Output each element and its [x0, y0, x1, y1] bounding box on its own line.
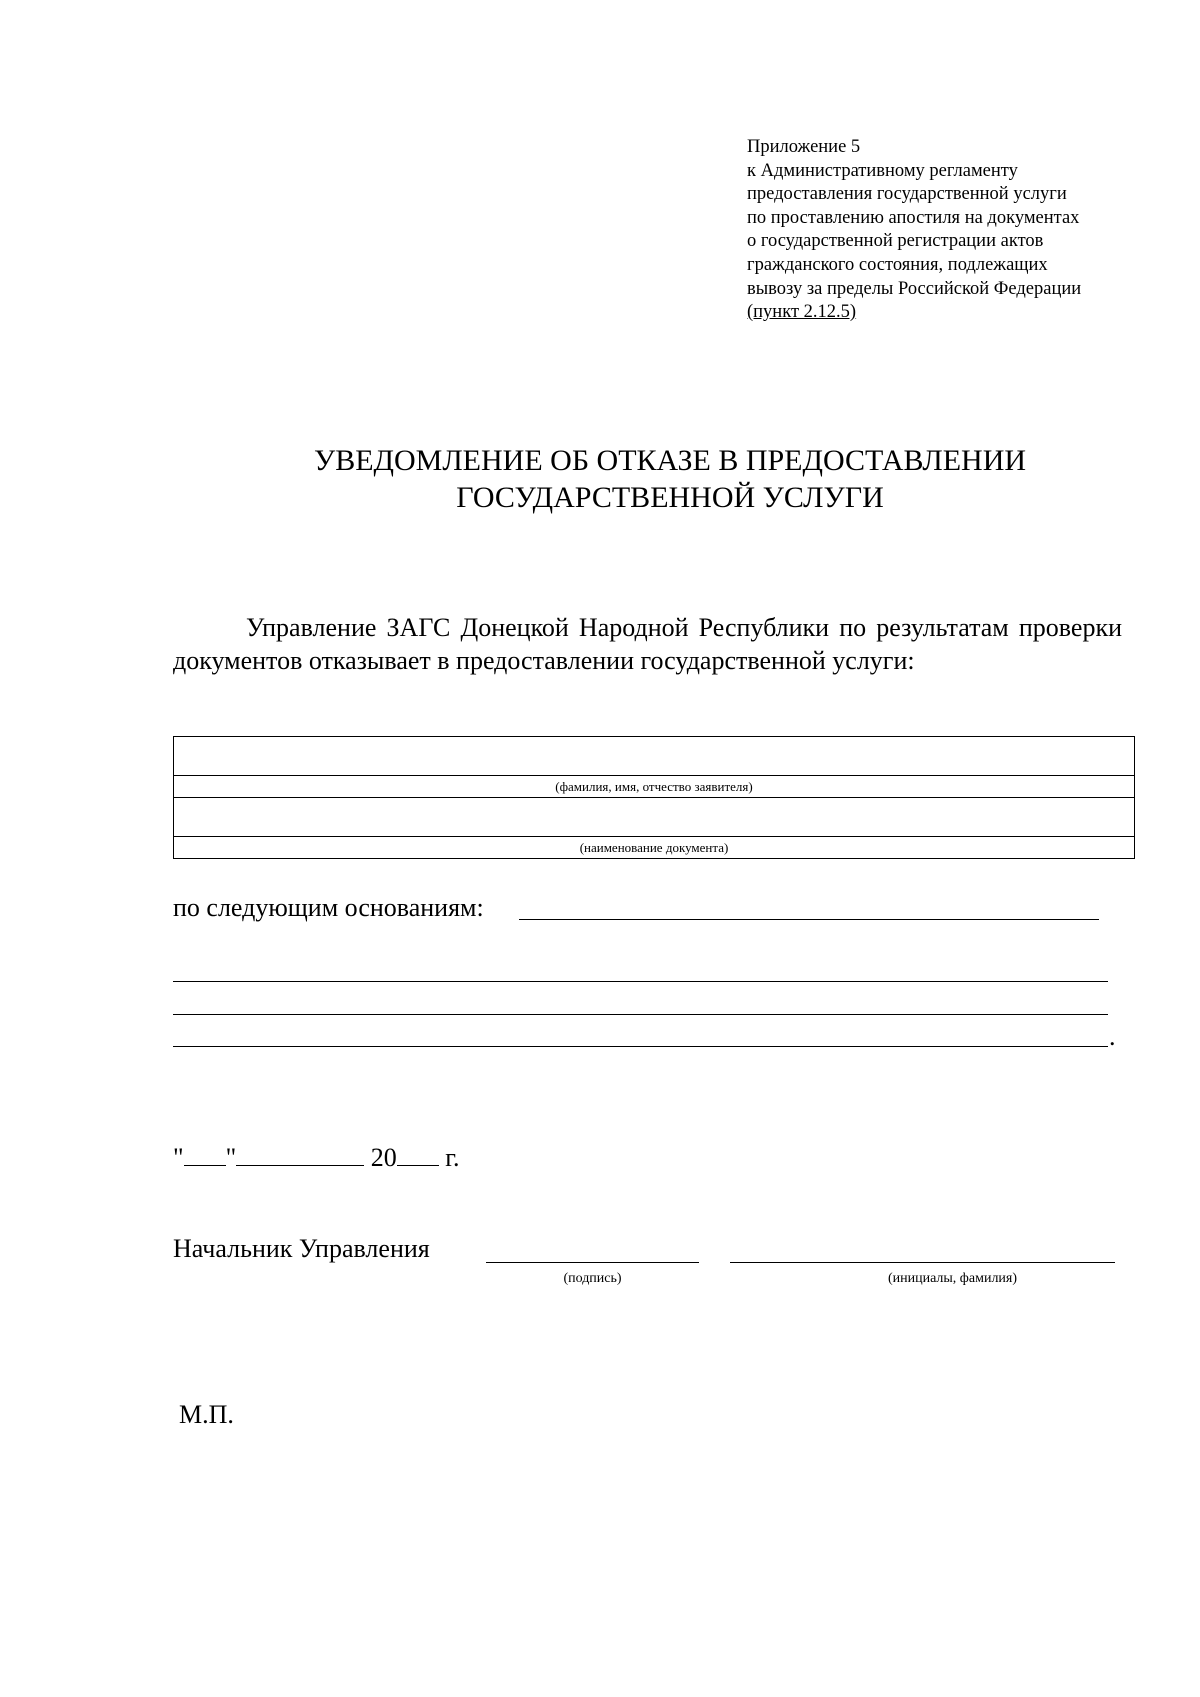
- grounds-line-1[interactable]: [519, 919, 1099, 920]
- year-prefix: 20: [370, 1143, 397, 1172]
- appendix-line: предоставления государственной услуги: [747, 184, 1067, 205]
- year-field[interactable]: [397, 1141, 439, 1166]
- name-caption: (инициалы, фамилия): [887, 1271, 1018, 1286]
- grounds-line-4[interactable]: [173, 1046, 1108, 1047]
- intro-paragraph: Управление ЗАГС Донецкой Народной Республики по результатам проверки документов отказывает в предоставлении государственной услуги:: [173, 613, 1122, 675]
- grounds-label: по следующим основаниям:: [173, 893, 484, 922]
- name-line[interactable]: [730, 1262, 1115, 1263]
- appendix-line: к Административному регламенту: [747, 160, 1018, 181]
- appendix-header: [747, 136, 1167, 325]
- appendix-line: вывозу за пределы Российской Федерации: [747, 278, 1082, 299]
- applicant-document-table: [173, 736, 1135, 859]
- year-suffix: г.: [445, 1143, 460, 1172]
- date-close-quote: ": [225, 1143, 237, 1172]
- appendix-reference-link[interactable]: (пункт 2.12.5): [747, 302, 857, 323]
- document-title: [170, 442, 1170, 516]
- signature-caption: (подпись): [563, 1271, 622, 1286]
- title-line-2: ГОСУДАРСТВЕННОЙ УСЛУГИ: [456, 481, 884, 514]
- date-open-quote: ": [173, 1143, 184, 1172]
- appendix-line: о государственной регистрации актов: [747, 231, 1044, 252]
- day-field[interactable]: [184, 1141, 226, 1166]
- applicant-name-caption: (фамилия, имя, отчество заявителя): [174, 776, 1134, 798]
- title-line-1: УВЕДОМЛЕНИЕ ОБ ОТКАЗЕ В ПРЕДОСТАВЛЕНИИ: [313, 444, 1027, 477]
- month-field[interactable]: [236, 1141, 364, 1166]
- appendix-line: гражданского состояния, подлежащих: [747, 254, 1048, 275]
- document-name-field[interactable]: [174, 798, 1134, 837]
- applicant-name-field[interactable]: [174, 737, 1134, 776]
- appendix-line: Приложение 5: [747, 137, 861, 157]
- signature-line[interactable]: [486, 1262, 699, 1263]
- seal-label: М.П.: [179, 1400, 234, 1429]
- date-line: [173, 1141, 459, 1174]
- document-name-caption: (наименование документа): [579, 840, 729, 855]
- position-label: Начальник Управления: [173, 1234, 430, 1263]
- grounds-end-period: .: [1109, 1022, 1116, 1051]
- grounds-line-3[interactable]: [173, 1014, 1108, 1015]
- grounds-line-2[interactable]: [173, 981, 1108, 982]
- appendix-line: по проставлению апостиля на документах: [747, 207, 1080, 228]
